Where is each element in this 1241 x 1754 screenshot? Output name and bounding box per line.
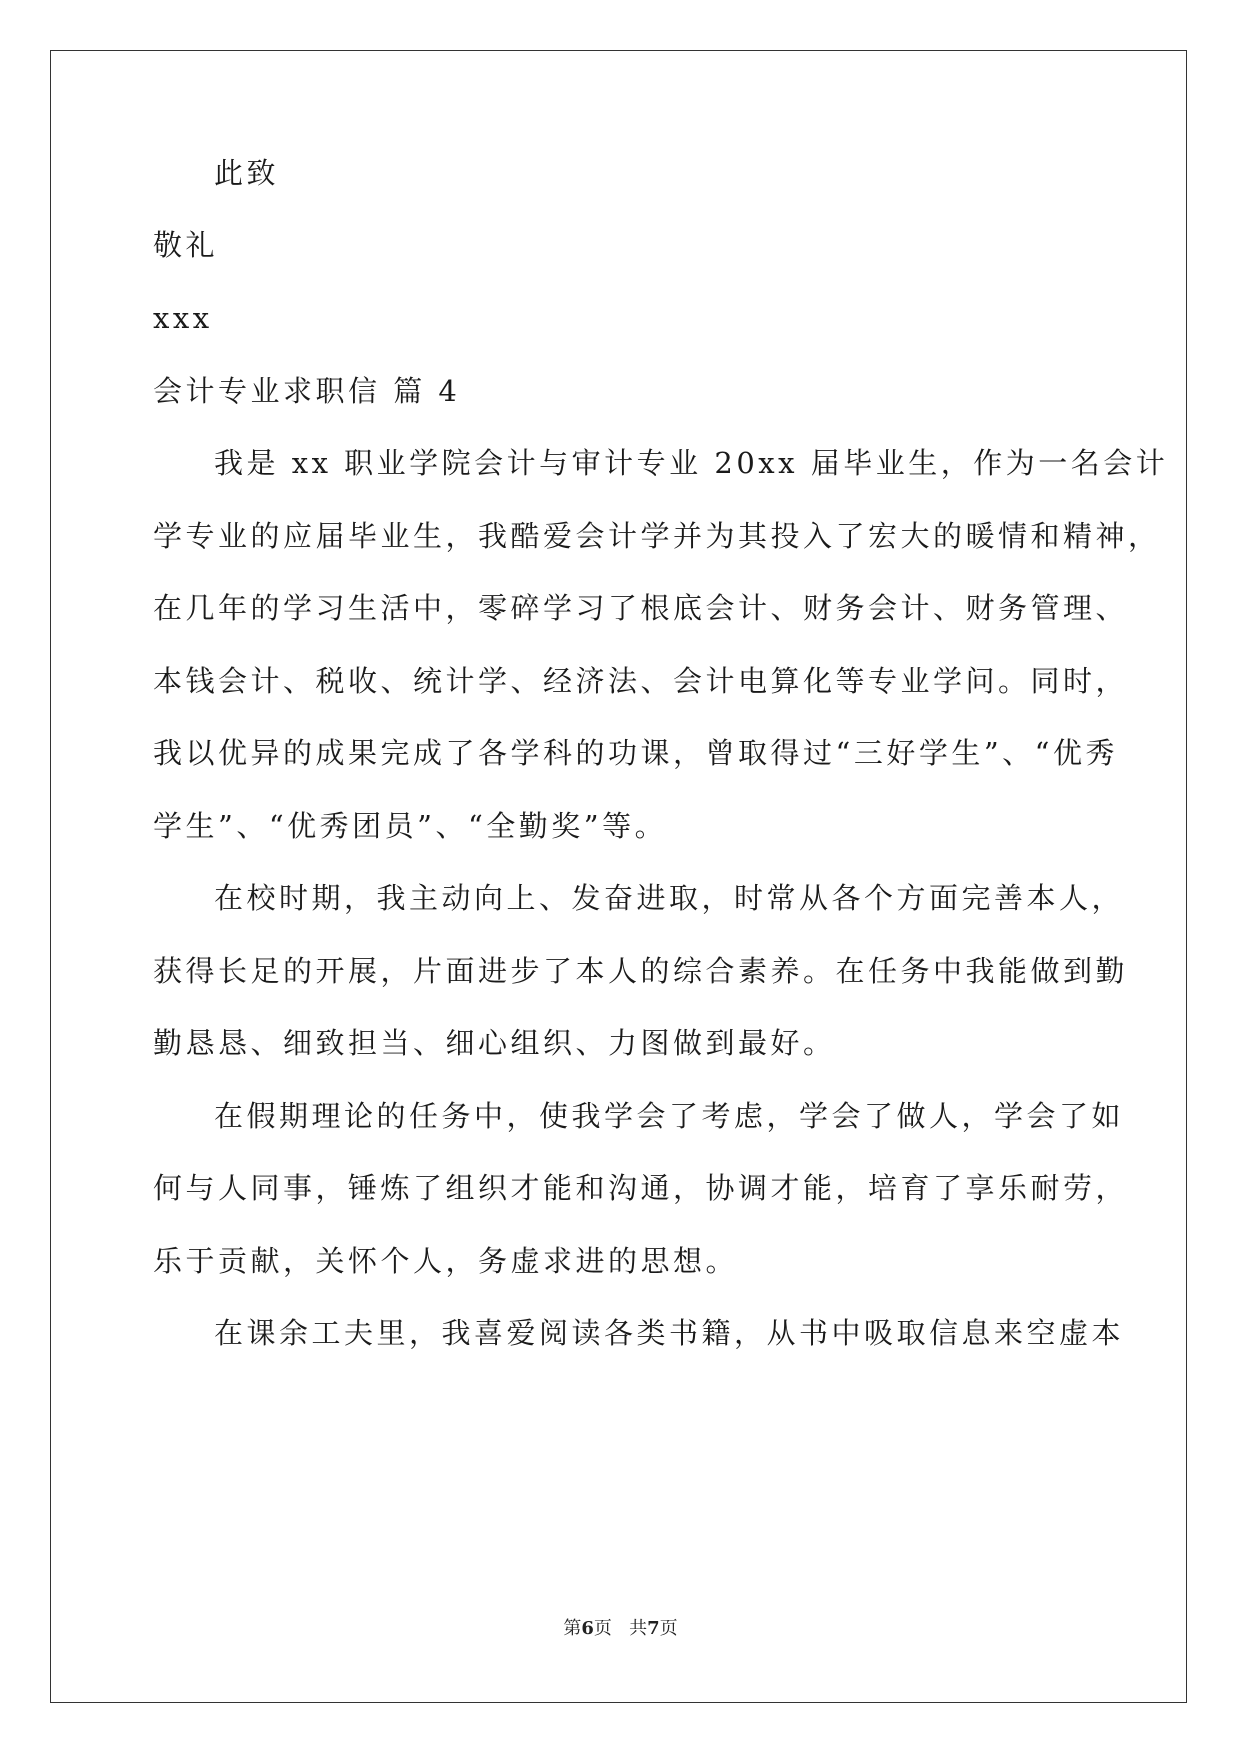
paragraph-line: 我以优异的成果完成了各学科的功课，曾取得过“三好学生”、“优秀 [153,736,1118,770]
paragraph-line: 在几年的学习生活中，零碎学习了根底会计、财务会计、财务管理、 [153,591,1129,625]
paragraph-line: 在假期理论的任务中，使我学会了考虑，学会了做人，学会了如 [214,1099,1125,1133]
paragraph-line: 学专业的应届毕业生，我酷爱会计学并为其投入了宏大的暖情和精神， [153,519,1161,553]
total-suffix: 页 [659,1618,678,1639]
page-border [50,50,1187,1703]
paragraph-line: 何与人同事，锤炼了组织才能和沟通，协调才能，培育了享乐耐劳， [153,1171,1129,1205]
paragraph-line: 本钱会计、税收、统计学、经济法、会计电算化等专业学问。同时， [153,664,1129,698]
paragraph-line: 乐于贡献，关怀个人，务虚求进的思想。 [153,1244,739,1278]
page-footer [0,1618,1241,1640]
regards: 敬礼 [153,228,219,262]
paragraph-line: 学生”、“优秀团员”、“全勤奖”等。 [153,809,668,843]
paragraph-line: 在校时期，我主动向上、发奋进取，时常从各个方面完善本人， [214,881,1125,915]
salutation: 此致 [214,156,280,190]
page-number: 6 [581,1618,594,1639]
page-prefix: 第 [563,1618,582,1639]
paragraph-line: 勤恳恳、细致担当、细心组织、力图做到最好。 [153,1026,836,1060]
page-suffix: 页 [593,1618,612,1639]
paragraph-line: 获得长足的开展，片面进步了本人的综合素养。在任务中我能做到勤 [153,954,1129,988]
signature: xxx [153,301,213,335]
paragraph-line: 我是 xx 职业学院会计与审计专业 20xx 届毕业生，作为一名会计 [214,446,1169,480]
total-prefix: 共 [629,1618,648,1639]
section-title: 会计专业求职信 篇 4 [153,374,461,408]
total-pages: 7 [647,1618,660,1639]
paragraph-line: 在课余工夫里，我喜爱阅读各类书籍，从书中吸取信息来空虚本 [214,1316,1125,1350]
